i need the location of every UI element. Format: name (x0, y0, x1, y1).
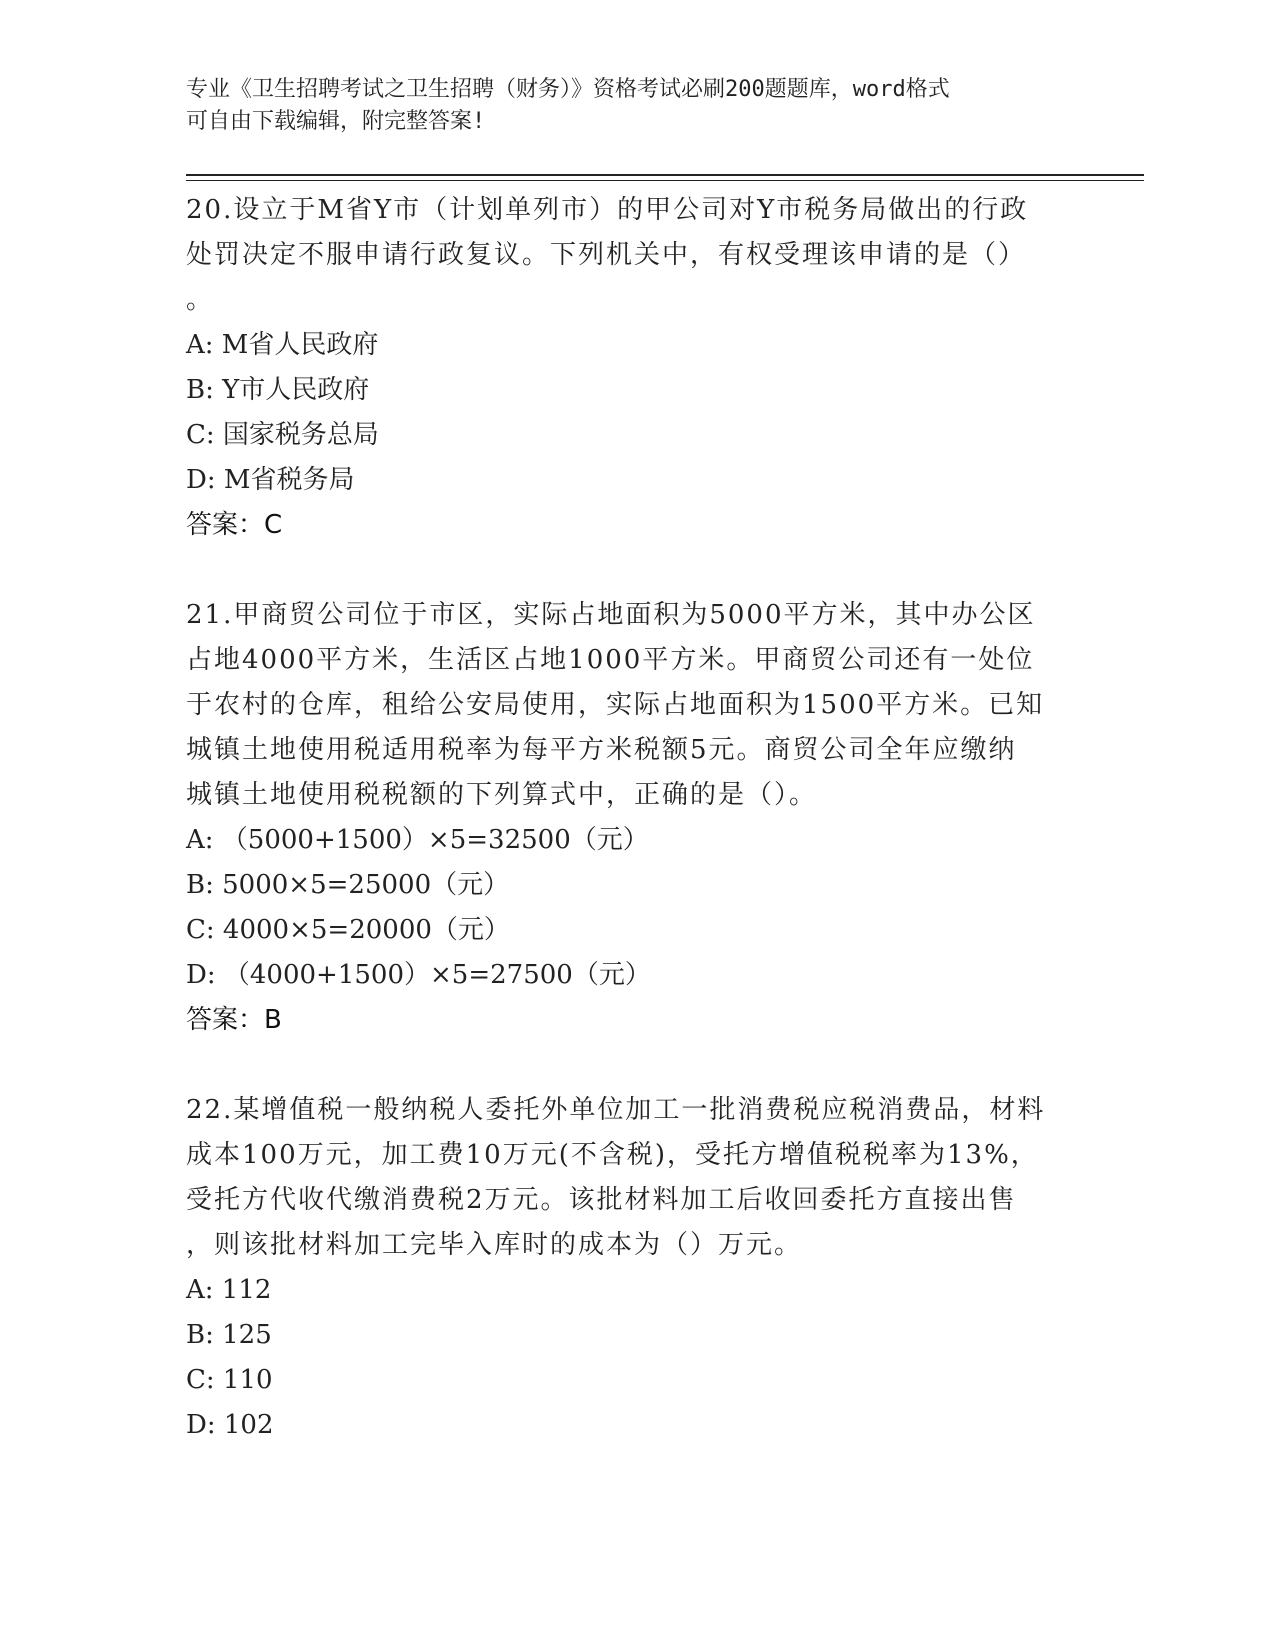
question-list (186, 188, 1086, 1448)
stem-line: 。 (186, 285, 215, 315)
option-c: C: 国家税务总局 (186, 420, 379, 450)
option-a: A: （5000+1500）×5=32500（元） (186, 825, 649, 855)
option-d: D: M省税务局 (186, 465, 355, 495)
option-b: B: Y市人民政府 (186, 375, 370, 405)
answer-line: 答案：C (186, 510, 283, 540)
answer-line: 答案：B (186, 1005, 282, 1035)
header-title-line-2: 可自由下载编辑，附完整答案! (186, 109, 486, 134)
question-stem (186, 1088, 1086, 1268)
question-22 (186, 1088, 1086, 1448)
option-c: C: 4000×5=20000（元） (186, 915, 510, 945)
stem-line: 于农村的仓库，租给公安局使用，实际占地面积为1500平方米。已知 (186, 690, 1045, 720)
stem-line: 占地4000平方米，生活区占地1000平方米。甲商贸公司还有一处位 (186, 645, 1035, 675)
stem-line: ，则该批材料加工完毕入库时的成本为（）万元。 (186, 1230, 803, 1260)
option-a: A: 112 (186, 1275, 272, 1305)
header-divider-thick (186, 174, 1144, 176)
stem-line: 城镇土地使用税适用税率为每平方米税额5元。商贸公司全年应缴纳 (186, 735, 1017, 765)
document-header (186, 74, 1066, 138)
option-d: D: （4000+1500）×5=27500（元） (186, 960, 651, 990)
stem-line: 22.某增值税一般纳税人委托外单位加工一批消费税应税消费品，材料 (186, 1095, 1046, 1125)
stem-line: 20.设立于M省Y市（计划单列市）的甲公司对Y市税务局做出的行政 (186, 195, 1029, 225)
option-b: B: 5000×5=25000（元） (186, 870, 510, 900)
question-spacer (186, 548, 1086, 593)
question-20 (186, 188, 1086, 548)
option-a: A: M省人民政府 (186, 330, 379, 360)
header-title-line-1: 专业《卫生招聘考试之卫生招聘（财务）》资格考试必刷200题题库，word格式 (186, 77, 950, 102)
option-c: C: 110 (186, 1365, 273, 1395)
stem-line: 处罚决定不服申请行政复议。下列机关中，有权受理该申请的是（） (186, 240, 1027, 270)
stem-line: 受托方代收代缴消费税2万元。该批材料加工后收回委托方直接出售 (186, 1185, 1017, 1215)
stem-line: 成本100万元，加工费10万元(不含税)，受托方增值税税率为13%， (186, 1140, 1039, 1170)
stem-line: 城镇土地使用税税额的下列算式中，正确的是（）。 (186, 780, 818, 810)
header-divider-thin (186, 180, 1144, 181)
question-stem (186, 593, 1086, 818)
option-b: B: 125 (186, 1320, 272, 1350)
option-d: D: 102 (186, 1410, 274, 1440)
question-stem (186, 188, 1086, 323)
question-spacer (186, 1043, 1086, 1088)
stem-line: 21.甲商贸公司位于市区，实际占地面积为5000平方米，其中办公区 (186, 600, 1036, 630)
question-21 (186, 593, 1086, 1043)
